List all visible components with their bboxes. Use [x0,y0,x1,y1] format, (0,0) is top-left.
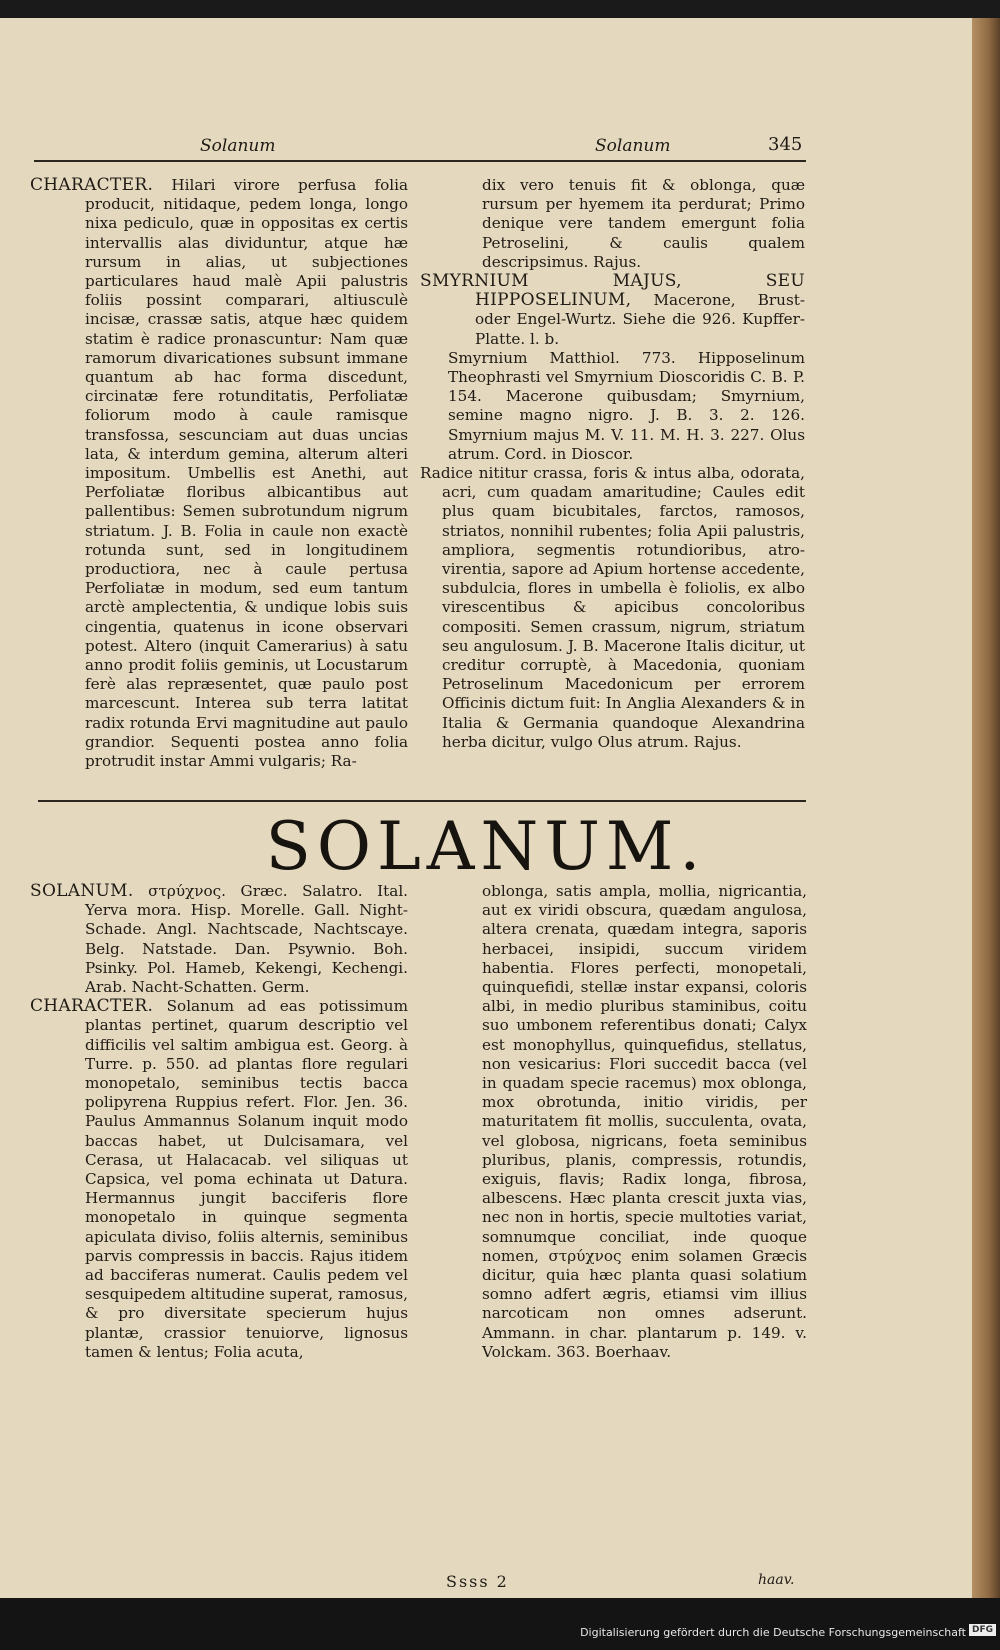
book-edge [972,18,1000,1598]
signature-mark: Ssss 2 [446,1572,509,1591]
paragraph-lead: SMYRNIUM MAJUS, SEU HIPPOSELINUM, [420,271,805,311]
paragraph [482,882,807,1362]
paragraph [30,997,408,1362]
footer-credit: Digitalisierung gefördert durch die Deutsche Forschungsgemeinschaft [580,1626,966,1639]
paragraph [420,272,805,349]
paragraph [420,349,805,464]
running-head-left: Solanum [200,136,276,156]
section-title: SOLANUM. [265,808,707,885]
footer-bar [0,1598,1000,1650]
paragraph-lead: CHARACTER. [30,996,154,1017]
paragraph-text: Radice nititur crassa, foris & intus alba, odorata, acri, cum quadam amaritudine; Caules edit plus quam bicubitales, farctos, ramosos, striatos, nonnihil rubentes; folia Apii palustris, ampliora, segmentis rotundioribus, atro-virentia, sapore ad Apium hortense accedente, subdulcia, flores in umbella è foliolis, ex albo virescentibus & apicibus concoloribus compositi. Semen crassum, nigrum, striatum seu angulosum. J. B. Macerone Italis dicitur, ut creditur corruptè, à Macedonia, quoniam Petroselinum Macedonicum per errorem Officinis dictum fuit: In Anglia Alexanders & in Italia & Germania quandoque Alexandrina herba dicitur, vulgo Olus atrum. Rajus. [420,464,805,751]
paragraph-text: Hilari virore perfusa folia producit, nitidaque, pedem longa, longo nixa pediculo, quæ in oppositas ex certis intervallis alas dividuntur, atque hæ rursum in alias, ut subjectiones particulares haud malè Apii palustris foliis possint comparari, altiusculè incisæ, crassæ satis, atque hæc quidem statim è radice pronascuntur: Nam quæ ramorum divaricationes subsunt immane quantum ab hac forma discedunt, circinatæ fere rotunditatis, Perfoliatæ foliorum modo à caule ramisque transfossa, sescunciam aut duas uncias lata, & interdum gemina, alterum alteri impositum. Umbellis est Anethi, aut Perfoliatæ floribus albicantibus aut pallentibus: Semen subrotundum nigrum striatum. J. B. Folia in caule non exactè rotunda sunt, sed in longitudinem productiora, nec à caule pertusa Perfoliatæ in modum, sed eum tantum arctè amplectentia, & undique lobis suis cingentia, quatenus in icone observari potest. Altero (inquit Camerarius) à satu anno prodit foliis geminis, ut Locustarum ferè alas repræsentet, quæ paulo post marcescunt. Interea sub terra latitat radix rotunda Ervi magnitudine aut paulo grandior. Sequenti postea anno folia protrudit instar Ammi vulgaris; Ra- [85,176,408,771]
top-left-column [30,176,408,771]
paragraph-text: Smyrnium Matthiol. 773. Hipposelinum Theophrasti vel Smyrnium Dioscoridis C. B. P. 154. Macerone quibusdam; Smyrnium, semine magno nigro. J. B. 3. 2. 126. Smyrnium majus M. V. 11. M. H. 3. 227. Olus atrum. Cord. in Dioscor. [448,348,805,463]
paragraph-text: Macerone, Brust- oder Engel-Wurtz. Siehe die 926. Kupffer-Platte. l. b. [475,291,805,348]
page-number: 345 [768,134,803,155]
paragraph-text: Solanum ad eas potissimum plantas pertinet, quarum descriptio vel difficilis vel saltim ambigua est. Georg. à Turre. p. 550. ad plantas flore regulari monopetalo, seminibus tectis bacca polipyrena Ruppius refert. Flor. Jen. 36. Paulus Ammannus Solanum inquit modo baccas habet, ut Dulcisamara, vel Cerasa, ut Halacacab. vel siliquas ut Capsica, vel poma echinata ut Datura. Hermannus jungit bacciferis flore monopetalo in quinque segmenta apiculata diviso, foliis alternis, seminibus parvis compressis in baccis. Rajus itidem ad bacciferas numerat. Caulis pedem vel sesquipedem altitudine superat, ramosus, & pro diversitate specierum hujus plantæ, crassior tenuiorve, lignosus tamen & lentus; Folia acuta, [85,997,408,1361]
paragraph-lead: SOLANUM. [30,881,134,901]
paragraph [420,176,805,272]
paragraph [420,464,805,752]
header-rule [34,160,806,162]
bottom-left-column [30,882,408,1362]
paragraph-text: στρύχνος. Græc. Salatro. Ital. Yerva mora. Hisp. Morelle. Gall. Night-Schade. Angl. Nachtscade, Nachtscaye. Belg. Natstade. Dan. Psywnio. Boh. Psinky. Pol. Hameb, Kekengi, Kechengi. Arab. Nacht-Schatten. Germ. [85,882,408,997]
paragraph-text: oblonga, satis ampla, mollia, nigricantia, aut ex viridi obscura, quædam angulosa, altera crenata, quædam integra, saporis herbacei, insipidi, succum viridem habentia. Flores perfecti, monopetali, quinquefidi, stellæ instar expansi, coloris albi, in medio pluribus staminibus, coitu suo umbonem referentibus donati; Calyx est monophyllus, quinquefidus, stellatus, non vesicarius: Flori succedit bacca (vel in quadam specie racemus) mox oblonga, mox obrotunda, initio viridis, per maturitatem fit mollis, succulenta, ovata, vel globosa, nigricans, foeta seminibus pluribus, planis, compressis, rotundis, exiguis, flavis; Radix longa, fibrosa, albescens. Hæc planta crescit juxta vias, nec non in hortis, specie multoties variat, somnumque conciliat, inde quoque nomen, στρύχνος enim solamen Græcis dicitur, quia hæc planta quasi solatium somno adfert ægris, etiamsi vim illius narcoticam non omnes adserunt. Ammann. in char. plantarum p. 149. v. Volckam. 363. Boerhaav. [482,882,807,1361]
paragraph-text: dix vero tenuis fit & oblonga, quæ rursum per hyemem ita perdurat; Primo denique vere tandem emergunt folia Petroselini, & caulis qualem descripsimus. Rajus. [482,176,805,271]
catchword: haav. [758,1572,795,1588]
bottom-right-column [482,882,807,1362]
paragraph [30,176,408,771]
paragraph [30,882,408,997]
dfg-logo: DFG [969,1624,996,1636]
running-head-center: Solanum [595,136,671,156]
section-rule [38,800,806,802]
top-right-column [420,176,805,752]
paragraph-lead: CHARACTER. [30,175,154,195]
